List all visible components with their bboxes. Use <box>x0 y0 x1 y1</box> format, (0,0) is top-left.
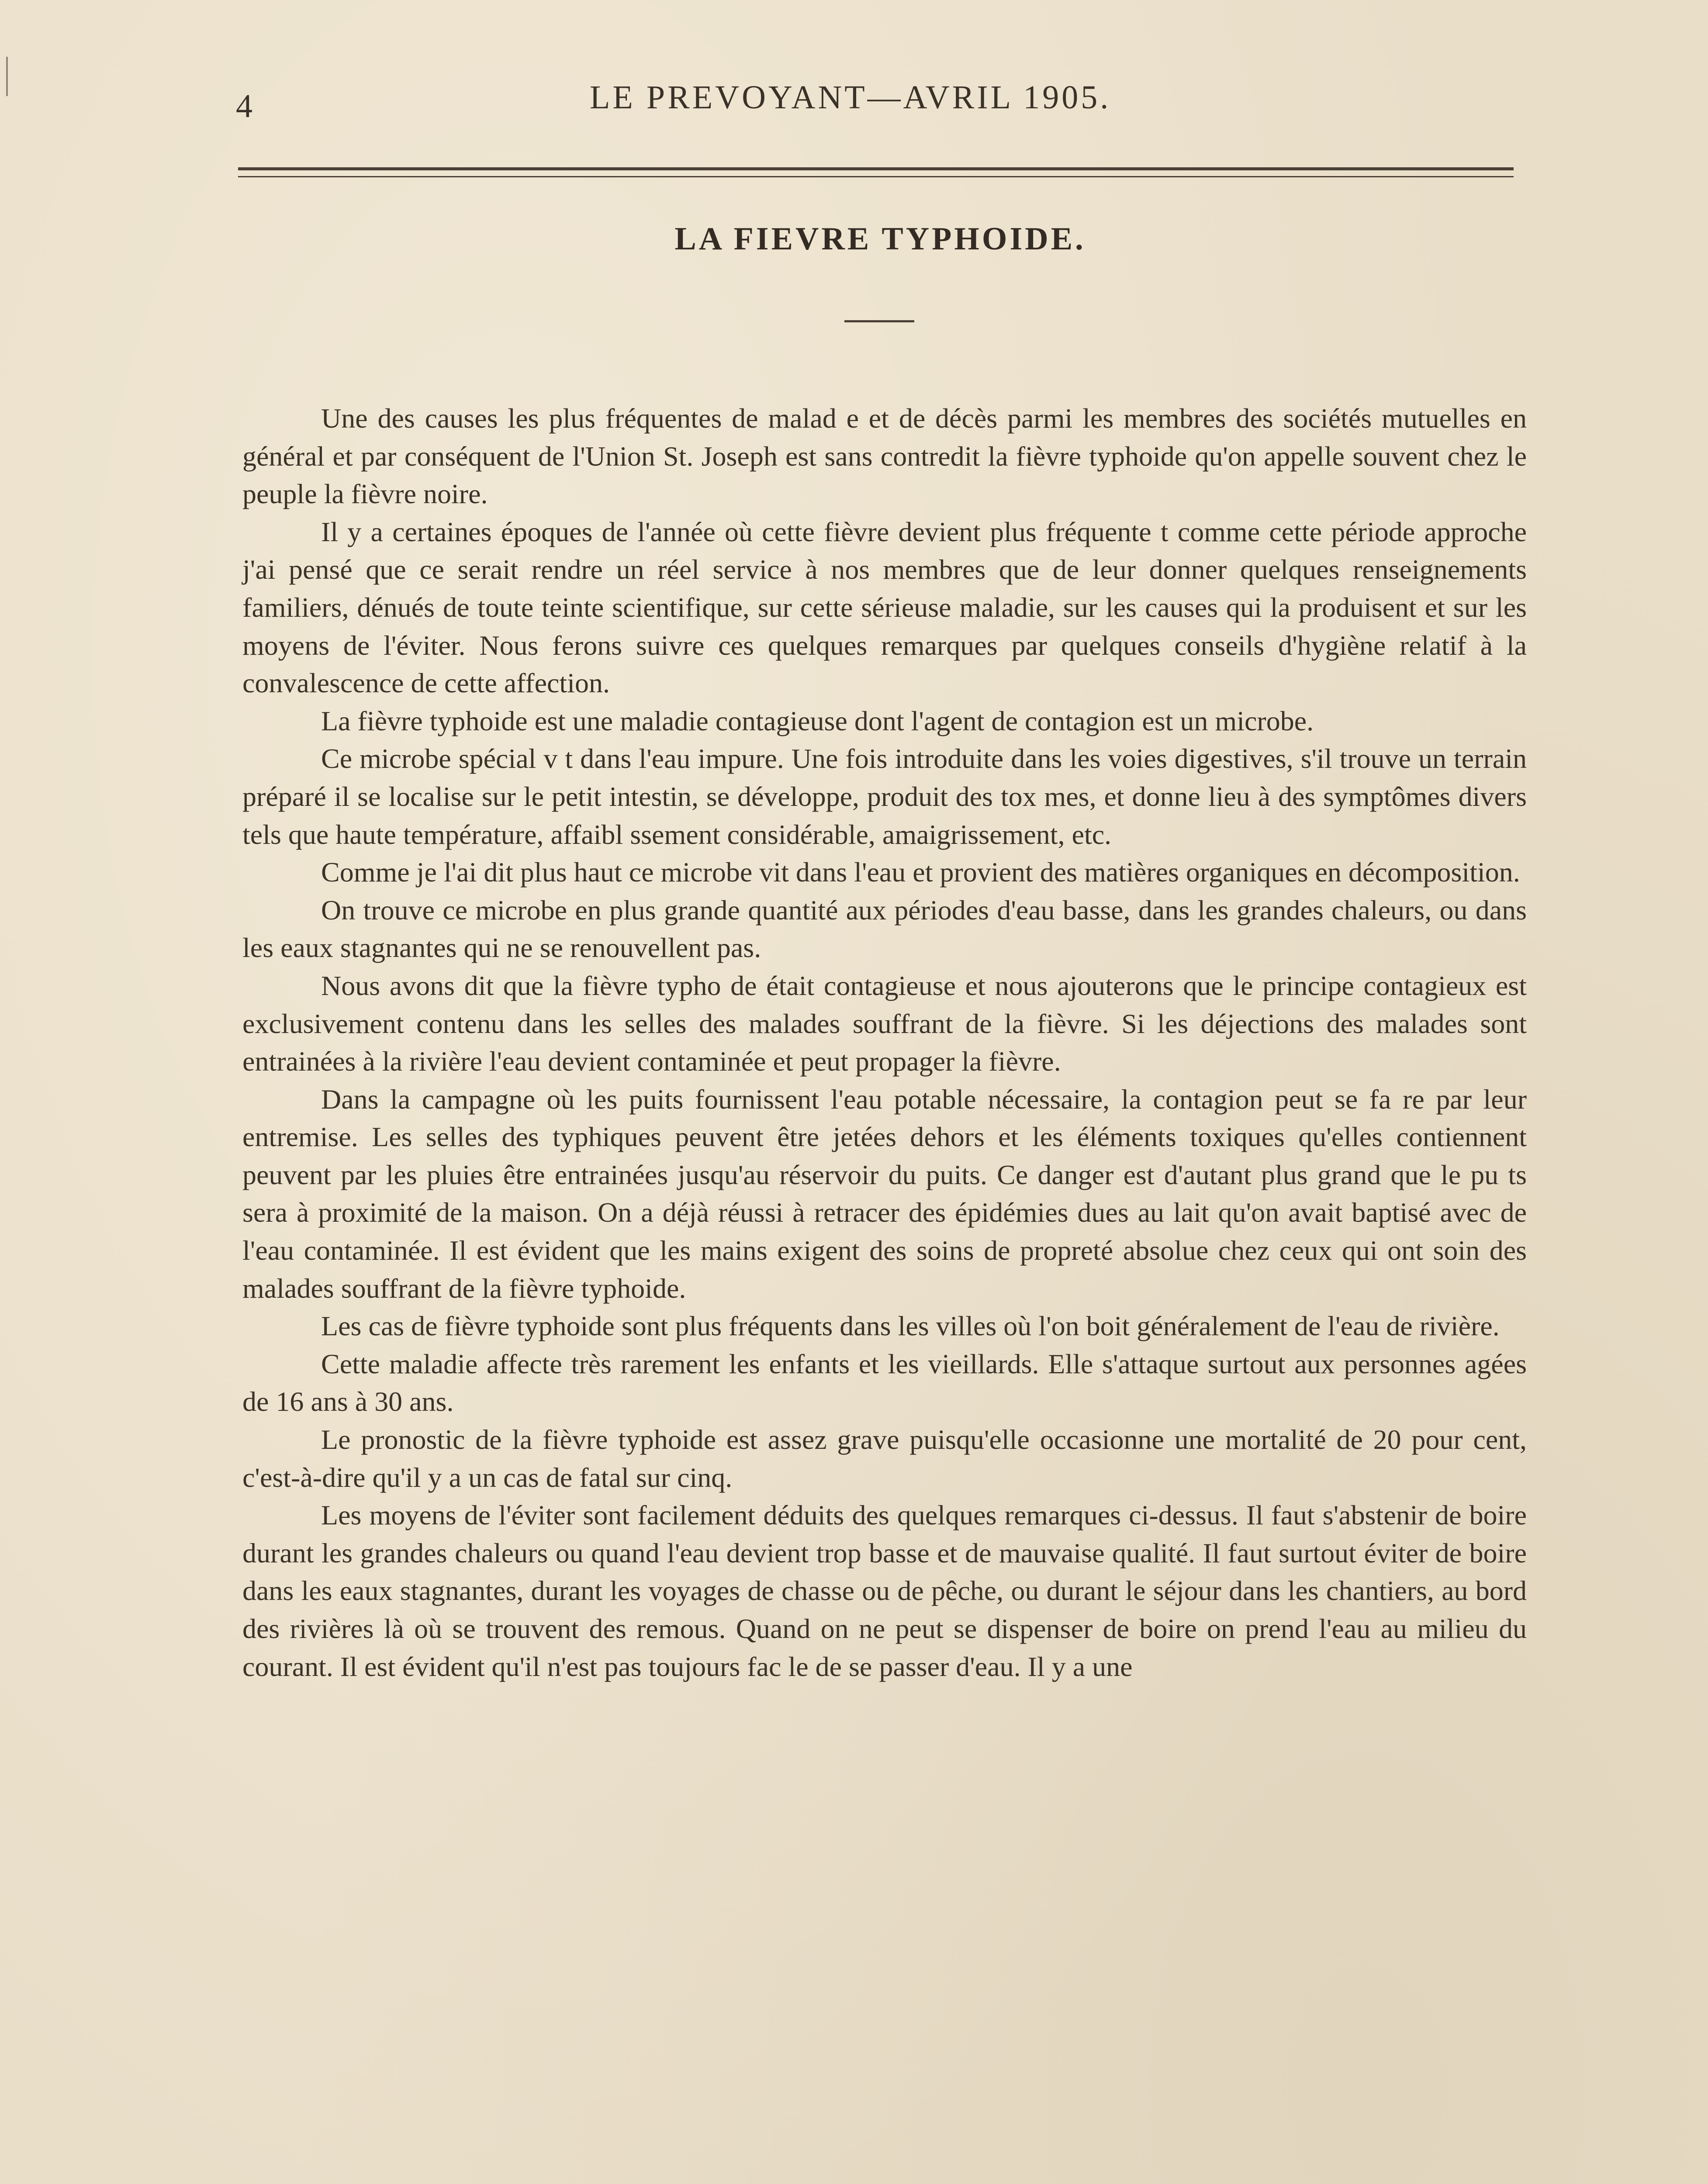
paragraph: Nous avons dit que la fièvre typho de était contagieuse et nous ajouterons que le principe contagieux est exclusivement contenu dans les selles des malades souffrant de la fièvre. Si les déjections des malades sont entrainées à la rivière l'eau devient contaminée et peut propager la fièvre. <box>242 970 1527 1077</box>
paragraph: On trouve ce microbe en plus grande quantité aux périodes d'eau basse, dans les grandes chaleurs, ou dans les eaux stagnantes qui ne se renouvellent pas. <box>242 894 1527 964</box>
header-rule-thick <box>238 167 1514 170</box>
paragraph: Les moyens de l'éviter sont facilement déduits des quelques remarques ci-dessus. Il faut s'abstenir de boire durant les grandes chaleurs ou quand l'eau devient trop basse et de mauvaise qualité. Il faut surtout éviter de boire dans les eaux stagnantes, durant les voyages de chasse ou de pêche, ou durant le séjour dans les chantiers, au bord des rivières là où se trouvent des remous. Quand on ne peut se dispenser de boire on prend l'eau au milieu du courant. Il est évident qu'il n'est pas toujours fac le de se passer d'eau. Il y a une <box>242 1500 1527 1682</box>
paragraph: Ce microbe spécial v t dans l'eau impure. Une fois introduite dans les voies digestives, s'il trouve un terrain préparé il se localise sur le petit intestin, se développe, produit des tox mes, et donne lieu à des symptômes divers tels que haute température, affaibl ssement considérable, amaigrissement, etc. <box>242 743 1527 850</box>
article-body <box>242 400 1527 2184</box>
paragraph: Cette maladie affecte très rarement les enfants et les vieillards. Elle s'attaque surtout aux personnes agées de 16 ans à 30 ans. <box>242 1348 1527 1417</box>
paragraph: La fièvre typhoide est une maladie contagieuse dont l'agent de contagion est un microbe. <box>321 705 1314 736</box>
paragraph: Dans la campagne où les puits fournissent l'eau potable nécessaire, la contagion peut se fa re par leur entremise. Les selles des typhiques peuvent être jetées dehors et les éléments toxiques qu'elles contiennent peuvent par les pluies être entrainées jusqu'au réservoir du puits. Ce danger est d'autant plus grand que le pu ts sera à proximité de la maison. On a déjà réussi à retracer des épidémies dues au lait qu'on avait baptisé avec de l'eau contaminée. Il est évident que les mains exigent des soins de propreté absolue chez ceux qui ont soin des malades souffrant de la fièvre typhoide. <box>242 1083 1527 1304</box>
paragraph: Les cas de fièvre typhoide sont plus fréquents dans les villes où l'on boit généralement de l'eau de rivière. <box>321 1310 1500 1342</box>
paragraph: Comme je l'ai dit plus haut ce microbe vit dans l'eau et provient des matières organiques en décomposition. <box>321 857 1520 888</box>
margin-mark <box>6 57 8 96</box>
page-number: 4 <box>236 88 255 124</box>
article-title: LA FIEVRE TYPHOIDE. <box>674 221 1086 257</box>
paragraph: Le pronostic de la fièvre typhoide est assez grave puisqu'elle occasionne une mortalité de 20 pour cent, c'est-à-dire qu'il y a un cas de fatal sur cinq. <box>242 1424 1527 1493</box>
paragraph: Une des causes les plus fréquentes de malad e et de décès parmi les membres des sociétés mutuelles en général et par conséquent de l'Union St. Joseph est sans contredit la fièvre typhoide qu'on appelle souvent chez le peuple la fièvre noire. <box>242 403 1527 510</box>
page-header <box>236 79 1555 131</box>
header-rule-thin <box>238 176 1514 177</box>
paragraph: Il y a certaines époques de l'année où cette fièvre devient plus fréquente t comme cette période approche j'ai pensé que ce serait rendre un réel service à nos membres que de leur donner quelques renseignements familiers, dénués de toute teinte scientifique, sur cette sérieuse maladie, sur les causes qui la produisent et sur les moyens de l'éviter. Nous ferons suivre ces quelques remarques par quelques conseils d'hygiène relatif à la convalescence de cette affection. <box>242 516 1527 699</box>
running-head: LE PREVOYANT—AVRIL 1905. <box>590 79 1111 116</box>
title-divider <box>844 320 914 322</box>
